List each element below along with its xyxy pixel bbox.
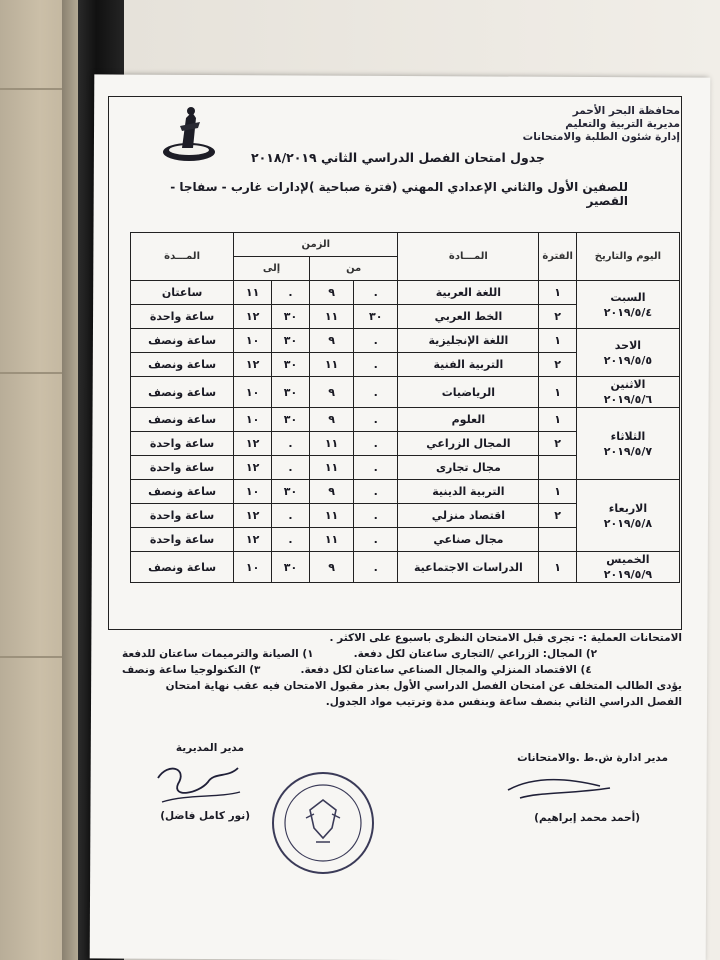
from-hour-cell: ٩: [309, 377, 353, 408]
from-minute-cell: .: [354, 281, 398, 305]
from-hour-cell: ١١: [309, 456, 353, 480]
header-subject: المـــادة: [398, 233, 539, 281]
duration-cell: ساعة واحدة: [131, 432, 234, 456]
to-hour-cell: ١٠: [234, 552, 272, 583]
from-minute-cell: .: [354, 528, 398, 552]
to-minute-cell: .: [272, 432, 310, 456]
duration-cell: ساعة ونصف: [131, 408, 234, 432]
document-subtitle: للصفين الأول والثاني الإعدادي المهني (فترة صباحية )لإدارات غارب - سفاجا - القصير: [170, 180, 628, 208]
from-minute-cell: .: [354, 456, 398, 480]
subject-cell: العلوم: [398, 408, 539, 432]
duration-cell: ساعة ونصف: [131, 377, 234, 408]
admin-line-directorate: مديرية التربية والتعليم: [565, 118, 680, 130]
exam-date: ٢٠١٩/٥/٦: [603, 393, 653, 406]
duration-cell: ساعة واحدة: [131, 305, 234, 329]
period-cell: ١: [539, 281, 576, 305]
subject-cell: المجال الزراعي: [398, 432, 539, 456]
to-minute-cell: ٣٠: [272, 353, 310, 377]
period-cell: ١: [539, 480, 576, 504]
subject-cell: الدراسات الاجتماعية: [398, 552, 539, 583]
table-row: [131, 408, 680, 432]
table-header-row: [131, 233, 680, 257]
from-hour-cell: ١١: [309, 528, 353, 552]
subject-cell: اقتصاد منزلي: [398, 504, 539, 528]
period-cell: [539, 528, 576, 552]
admin-line-department: إدارة شئون الطلبة والامتحانات: [522, 131, 680, 143]
note-agri-commerce: ٢) المجال: الزراعي /التجارى ساعتان لكل دفعة.: [353, 648, 598, 660]
day-name: الاربعاء: [608, 501, 648, 515]
from-minute-cell: .: [354, 480, 398, 504]
to-hour-cell: ١١: [234, 281, 272, 305]
to-minute-cell: .: [272, 456, 310, 480]
to-minute-cell: .: [272, 504, 310, 528]
from-minute-cell: .: [354, 377, 398, 408]
to-hour-cell: ١٢: [234, 353, 272, 377]
table-row: [131, 480, 680, 504]
exam-date: ٢٠١٩/٥/٧: [603, 444, 653, 458]
header-to: إلى: [234, 257, 310, 281]
to-minute-cell: ٣٠: [272, 480, 310, 504]
day-date-cell: [576, 480, 679, 552]
to-minute-cell: ٣٠: [272, 377, 310, 408]
to-hour-cell: ١٢: [234, 528, 272, 552]
to-hour-cell: ١٢: [234, 456, 272, 480]
day-name: الخميس: [606, 553, 650, 566]
period-cell: ١: [539, 408, 576, 432]
from-minute-cell: .: [354, 353, 398, 377]
subject-cell: اللغة العربية: [398, 281, 539, 305]
duration-cell: ساعة ونصف: [131, 353, 234, 377]
duration-cell: ساعة ونصف: [131, 480, 234, 504]
exam-date: ٢٠١٩/٥/٥: [603, 353, 653, 367]
from-minute-cell: ٣٠: [354, 305, 398, 329]
note-home-economics: ٤) الاقتصاد المنزلي والمجال الصناعي ساعتان لكل دفعة.: [300, 664, 592, 676]
official-stamp-icon: [270, 770, 376, 876]
from-minute-cell: .: [354, 408, 398, 432]
table-row: [131, 281, 680, 305]
header-duration: المـــدة: [131, 233, 234, 281]
to-hour-cell: ١٠: [234, 480, 272, 504]
period-cell: ٢: [539, 504, 576, 528]
from-minute-cell: .: [354, 432, 398, 456]
note-row-2: [122, 662, 682, 678]
day-date-cell: [576, 377, 679, 408]
subject-cell: اللغة الإنجليزية: [398, 329, 539, 353]
from-hour-cell: ٩: [309, 408, 353, 432]
signature-name-department: (أحمد محمد إبراهيم): [534, 812, 640, 824]
from-minute-cell: .: [354, 504, 398, 528]
note-absent-students: يؤدى الطالب المتخلف عن امتحان الفصل الدراسي الأول بعذر مقبول الامتحان فيه عقب نهاية امتحان: [165, 680, 682, 692]
subject-cell: مجال صناعي: [398, 528, 539, 552]
to-hour-cell: ١٢: [234, 305, 272, 329]
table-row: [131, 377, 680, 408]
to-hour-cell: ١٢: [234, 432, 272, 456]
subject-cell: التربية الدينية: [398, 480, 539, 504]
signature-block-department: [428, 752, 668, 764]
period-cell: ٢: [539, 305, 576, 329]
period-cell: ٢: [539, 432, 576, 456]
notes-section: [122, 630, 682, 710]
to-minute-cell: ٣٠: [272, 408, 310, 432]
from-hour-cell: ١١: [309, 504, 353, 528]
period-cell: ١: [539, 377, 576, 408]
period-cell: ٢: [539, 353, 576, 377]
to-minute-cell: ٣٠: [272, 305, 310, 329]
day-date-cell: [576, 329, 679, 377]
note-practical-exams: الامتحانات العملية :- تجرى قبل الامتحان النظرى باسبوع على الاكثر .: [329, 632, 682, 644]
duration-cell: ساعة واحدة: [131, 528, 234, 552]
table-row: [131, 552, 680, 583]
period-cell: ١: [539, 552, 576, 583]
day-date-cell: [576, 408, 679, 480]
from-hour-cell: ٩: [309, 281, 353, 305]
signature-name-director: (نور كامل فاضل): [160, 810, 250, 822]
from-hour-cell: ٩: [309, 480, 353, 504]
handwritten-signature-icon: [148, 758, 248, 810]
duration-cell: ساعة واحدة: [131, 504, 234, 528]
from-hour-cell: ١١: [309, 305, 353, 329]
note-technology: ٣) التكنولوجيا ساعة ونصف: [122, 664, 261, 676]
to-hour-cell: ١٢: [234, 504, 272, 528]
day-name: الثلاثاء: [610, 429, 646, 443]
subject-cell: الرياضيات: [398, 377, 539, 408]
exam-date: ٢٠١٩/٥/٨: [603, 516, 653, 530]
duration-cell: ساعة ونصف: [131, 552, 234, 583]
from-hour-cell: ١١: [309, 353, 353, 377]
signature-title-director: مدير المديرية: [175, 742, 244, 754]
exam-date: ٢٠١٩/٥/٤: [603, 305, 653, 319]
header-period: الفترة: [539, 233, 576, 281]
from-hour-cell: ٩: [309, 329, 353, 353]
note-maintenance: ١) الصيانة والترميمات ساعتان للدفعة: [122, 648, 314, 660]
to-minute-cell: .: [272, 281, 310, 305]
header-time: الزمن: [234, 233, 398, 257]
from-minute-cell: .: [354, 552, 398, 583]
day-date-cell: [576, 281, 679, 329]
note-absent-students-cont: الفصل الدراسي الثاني بنصف ساعة وبنفس مدة وترتيب مواد الجدول.: [325, 696, 682, 708]
to-hour-cell: ١٠: [234, 408, 272, 432]
subject-cell: التربية الفنية: [398, 353, 539, 377]
subject-cell: الخط العربي: [398, 305, 539, 329]
day-name: الاثنين: [610, 378, 646, 391]
duration-cell: ساعة ونصف: [131, 329, 234, 353]
to-minute-cell: .: [272, 528, 310, 552]
duration-cell: ساعتان: [131, 281, 234, 305]
from-hour-cell: ٩: [309, 552, 353, 583]
day-name: الاحد: [614, 338, 642, 352]
admin-line-governorate: محافظة البحر الأحمر: [572, 105, 680, 117]
from-hour-cell: ١١: [309, 432, 353, 456]
handwritten-signature-icon: [500, 768, 620, 808]
to-hour-cell: ١٠: [234, 377, 272, 408]
document-title: جدول امتحان الفصل الدراسي الثاني ٢٠١٨/٢٠١٩: [251, 150, 545, 165]
admin-header: [523, 105, 680, 144]
table-row: [131, 329, 680, 353]
period-cell: ١: [539, 329, 576, 353]
exam-schedule-table: [130, 232, 680, 583]
header-day-date: اليوم والتاريخ: [576, 233, 679, 281]
day-date-cell: [576, 552, 679, 583]
subject-cell: مجال تجارى: [398, 456, 539, 480]
exam-date: ٢٠١٩/٥/٩: [603, 568, 653, 581]
to-hour-cell: ١٠: [234, 329, 272, 353]
to-minute-cell: ٣٠: [272, 329, 310, 353]
day-name: السبت: [610, 290, 646, 304]
note-row-1: [122, 646, 682, 662]
from-minute-cell: .: [354, 329, 398, 353]
signature-title-department: مدير ادارة ش.ط .والامتحانات: [517, 752, 668, 764]
duration-cell: ساعة واحدة: [131, 456, 234, 480]
period-cell: [539, 456, 576, 480]
to-minute-cell: ٣٠: [272, 552, 310, 583]
header-from: من: [309, 257, 397, 281]
ministry-logo-icon: [160, 104, 218, 164]
background-pen: [62, 0, 78, 960]
